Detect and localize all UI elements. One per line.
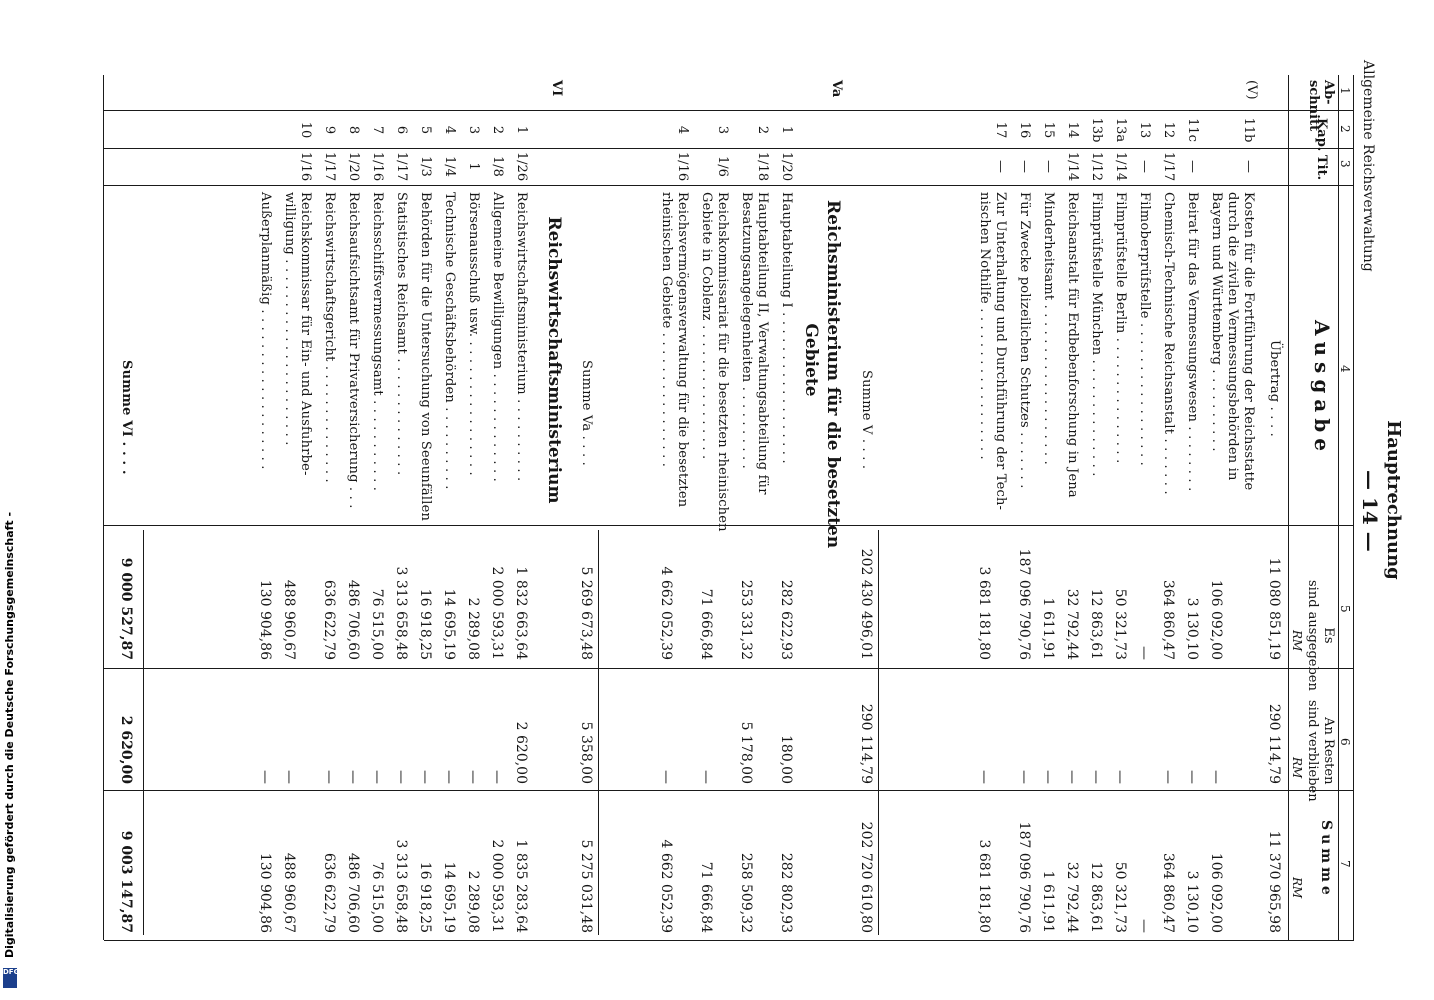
row-tit: 1/26: [514, 151, 529, 182]
rule-summe-va: [598, 530, 599, 935]
row-amount-total: 130 904,86: [257, 852, 273, 933]
row-kap: 13: [1137, 121, 1152, 139]
uebertrag-col7: 11 370 965,98: [1266, 830, 1282, 933]
row-amount-spent: 636 622,79: [321, 579, 337, 660]
page-number: — 14 —: [1358, 470, 1382, 552]
row-amount-spent: 1 611,91: [1040, 597, 1056, 660]
summe-v-col5: 202 430 496,01: [858, 548, 874, 660]
row-amount-total: 4 662 052,39: [658, 839, 674, 933]
row-amount-remaining: —: [658, 770, 674, 784]
row-description: Beirat für das Vermessungswesen . . . . . . . .: [1185, 192, 1200, 492]
header-abschnitt: Ab- schnitt: [1306, 80, 1336, 132]
row-amount-total: 2 289,08: [465, 870, 481, 933]
row-description: Hauptabteilung II, Verwaltungsabteilung für Besatzungsangelegenheiten . . . . . . . . . .: [739, 192, 770, 495]
row-amount-spent: 253 331,32: [738, 579, 754, 660]
rule-col2: [104, 148, 1354, 149]
row-description: Minderheitsamt . . . . . . . . . . . . . . . . . . .: [1041, 192, 1056, 465]
row-description: Börsenausschuß usw. . . . . . . . . . . . . . . . .: [466, 192, 481, 476]
row-kap: 3: [715, 125, 730, 135]
row-kap: 4: [675, 125, 690, 135]
row-description: Allgemeine Bewilligungen . . . . . . . . . . . . .: [490, 192, 505, 482]
row-amount-total: 187 096 790,76: [1016, 821, 1032, 933]
col-number: 5: [1338, 605, 1352, 613]
section-abschnitt: VI: [549, 80, 564, 97]
summe-v-col6: 290 114,79: [858, 703, 874, 784]
col-number: 1: [1338, 87, 1352, 95]
summe-vi-col5: 9 000 527,87: [118, 557, 134, 660]
row-description: Reichsschiffsvermessungsamt . . . . . . . . . . .: [370, 192, 385, 492]
row-amount-remaining: —: [1184, 770, 1200, 784]
row-description: Zur Unterhaltung und Durchführung der Tech- nischen Nothilfe . . . . . . . . . . . . . . . . . .: [977, 192, 1008, 511]
dfg-credit: Digitalisierung gefördert durch die Deutsche Forschungsgemeinschaft -: [3, 511, 16, 958]
row-amount-total: 488 960,67: [281, 852, 297, 933]
row-tit: 1/8: [490, 156, 505, 177]
row-tit: 1/12: [1089, 151, 1104, 182]
row-amount-remaining: —: [976, 770, 992, 784]
row-amount-remaining: —: [1088, 770, 1104, 784]
row-amount-remaining: —: [393, 770, 409, 784]
rule-col1: [104, 110, 1354, 111]
header-kap: Kap.: [1314, 118, 1329, 152]
section-va-heading: Reichsministerium für die besetzten Gebiete: [801, 200, 843, 549]
section-abschnitt: Va: [829, 80, 844, 98]
row-amount-spent: 50 321,73: [1112, 588, 1128, 660]
row-description: Technische Geschäftsbehörden . . . . . . . . . .: [442, 192, 457, 490]
row-amount-spent: 130 904,86: [257, 579, 273, 660]
summe-vi-col6: 2 620,00: [118, 715, 134, 784]
row-kap: 5: [418, 125, 433, 135]
uebertrag-col5: 11 080 851,19: [1266, 557, 1282, 660]
row-tit: 1/20: [346, 151, 361, 182]
row-kap: 14: [1065, 121, 1080, 139]
row-kap: 6: [394, 125, 409, 135]
row-amount-total: —: [1136, 919, 1152, 933]
row-description: Für Zwecke polizeilichen Schutzes . . . . . . .: [1017, 192, 1032, 489]
row-tit: 1/14: [1113, 151, 1128, 182]
row-amount-total: 106 092,00: [1208, 852, 1224, 933]
row-amount-remaining: —: [441, 770, 457, 784]
row-tit: 1/17: [394, 151, 409, 182]
row-tit: 1/16: [370, 151, 385, 182]
row-amount-spent: 32 792,44: [1064, 588, 1080, 660]
rule-header: [1288, 75, 1289, 940]
row-description: Reichsvermögensverwaltung für die besetzten rheinischen Gebiete . . . . . . . . . . . . . . . .: [659, 192, 690, 508]
row-amount-spent: 76 515,00: [369, 588, 385, 660]
row-amount-remaining: —: [281, 770, 297, 784]
row-tit: 1/3: [418, 156, 433, 177]
page-title: Hauptrechnung: [1383, 420, 1404, 580]
row-tit: 1/16: [298, 151, 313, 182]
summe-v-label: Summe V . . . .: [859, 370, 874, 470]
summe-va-col7: 5 275 031,48: [578, 839, 594, 933]
rule-numbers: [1338, 75, 1339, 940]
row-description: Reichsanstalt für Erdbebenforschung in Jena: [1065, 192, 1080, 498]
row-amount-spent: 2 000 593,31: [489, 566, 505, 660]
dfg-logo-text: DFG: [3, 968, 20, 976]
row-kap: 12: [1161, 121, 1176, 139]
unit-col6: RM: [1290, 757, 1304, 779]
row-tit: —: [1241, 160, 1256, 173]
row-tit: 1/6: [715, 156, 730, 177]
rule-summe-vi: [143, 530, 144, 935]
row-tit: 1/14: [1065, 151, 1080, 182]
summe-vi-col7: 9 003 147,87: [118, 830, 134, 933]
header-col7: Summe: [1318, 820, 1334, 899]
row-amount-remaining: —: [417, 770, 433, 784]
col-number: 3: [1338, 160, 1352, 168]
row-amount-spent: 1 832 663,64: [513, 566, 529, 660]
header-col5: Es sind ausgegeben: [1305, 580, 1336, 691]
row-kap: 2: [490, 125, 505, 135]
col-number: 7: [1338, 860, 1352, 868]
row-description: Reichswirtschaftsgericht . . . . . . . . . . . . . .: [322, 192, 337, 483]
row-amount-spent: 12 863,61: [1088, 588, 1104, 660]
row-description: Statistisches Reichsamt . . . . . . . . . . . . . .: [394, 192, 409, 476]
row-description: Behörden für die Untersuchung von Seeunfällen: [418, 192, 433, 522]
row-kap: 7: [370, 125, 385, 135]
rule-col7: [104, 940, 1354, 941]
summe-v-col7: 202 720 610,80: [858, 821, 874, 933]
row-amount-spent: 3 681 181,80: [976, 566, 992, 660]
col-number: 2: [1338, 125, 1352, 133]
row-kap: 13a: [1113, 117, 1128, 143]
row-amount-total: 16 918,25: [417, 861, 433, 933]
row-amount-total: 486 706,60: [345, 852, 361, 933]
row-tit: 1/17: [322, 151, 337, 182]
row-description: Reichskommissar für Ein- und Ausfuhrbe- willigung . . . . . . . . . . . . . . . . . . . . . .: [282, 192, 313, 476]
summe-va-col5: 5 269 673,48: [578, 566, 594, 660]
header-col6: An Resten sind verblieben: [1305, 700, 1336, 802]
row-description: Filmoberprüfstelle . . . . . . . . . . . . . . . . .: [1137, 192, 1152, 466]
row-amount-remaining: —: [1160, 770, 1176, 784]
row-tit: —: [1017, 160, 1032, 173]
summe-vi-label: Summe VI . . . .: [119, 360, 134, 475]
rule-col5: [104, 668, 1354, 669]
row-tit: 1: [466, 162, 481, 171]
row-amount-remaining: 5 178,00: [738, 721, 754, 784]
row-amount-total: 50 321,73: [1112, 861, 1128, 933]
row-kap: 11b: [1241, 117, 1256, 143]
row-amount-spent: 4 662 052,39: [658, 566, 674, 660]
summe-va-col6: 5 358,00: [578, 721, 594, 784]
row-amount-spent: 187 096 790,76: [1016, 548, 1032, 660]
row-tit: 1/4: [442, 156, 457, 177]
dfg-sidebar: [2, 0, 18, 1000]
row-amount-total: 636 622,79: [321, 852, 337, 933]
row-tit: 1/18: [755, 151, 770, 182]
row-tit: 1/16: [675, 151, 690, 182]
section-vi-heading: Reichswirtschaftsministerium: [544, 216, 564, 504]
rule-col6: [104, 790, 1354, 791]
row-amount-spent: 3 313 658,48: [393, 566, 409, 660]
row-amount-total: 12 863,61: [1088, 861, 1104, 933]
row-amount-spent: 16 918,25: [417, 588, 433, 660]
row-amount-remaining: —: [345, 770, 361, 784]
row-tit: —: [1137, 160, 1152, 173]
row-amount-remaining: —: [1208, 770, 1224, 784]
row-amount-remaining: —: [369, 770, 385, 784]
row-description: Außerplanmäßig . . . . . . . . . . . . . . . . . . .: [258, 192, 273, 470]
row-amount-spent: 486 706,60: [345, 579, 361, 660]
col-number: 4: [1338, 365, 1352, 373]
rule-col3: [104, 185, 1354, 186]
row-kap: 8: [346, 125, 361, 135]
row-tit: 1/20: [779, 151, 794, 182]
row-amount-spent: 3 130,10: [1184, 597, 1200, 660]
row-amount-remaining: —: [1112, 770, 1128, 784]
row-description: Reichsaufsichtsamt für Privatversicherung . . .: [346, 192, 361, 509]
rule-summe-v: [878, 530, 879, 935]
row-amount-total: 3 130,10: [1184, 870, 1200, 933]
row-kap: 9: [322, 125, 337, 135]
row-amount-total: 71 666,84: [698, 861, 714, 933]
row-amount-spent: 2 289,08: [465, 597, 481, 660]
uebertrag-col6: 290 114,79: [1266, 703, 1282, 784]
row-description: Chemisch-Technische Reichsanstalt . . . . . . .: [1161, 192, 1176, 495]
row-amount-remaining: —: [698, 770, 714, 784]
row-kap: 4: [442, 125, 457, 135]
dfg-logo: [3, 968, 20, 988]
row-amount-total: 76 515,00: [369, 861, 385, 933]
row-amount-remaining: —: [465, 770, 481, 784]
row-description: Filmprüfstelle München . . . . . . . . . . . . . .: [1089, 192, 1104, 477]
header-tit: Tit.: [1314, 155, 1329, 181]
row-kap: 1: [514, 125, 529, 135]
row-tit: —: [993, 160, 1008, 173]
row-kap: 15: [1041, 121, 1056, 139]
row-amount-total: 258 509,32: [738, 852, 754, 933]
row-amount-remaining: 180,00: [778, 735, 794, 784]
row-kap: 17: [993, 121, 1008, 139]
row-amount-remaining: —: [489, 770, 505, 784]
row-amount-remaining: —: [1016, 770, 1032, 784]
row-kap: 2: [755, 125, 770, 135]
row-amount-remaining: —: [1040, 770, 1056, 784]
row-description: Filmprüfstelle Berlin . . . . . . . . . . . . . . .: [1113, 192, 1128, 464]
uebertrag-label: Übertrag . . . .: [1267, 340, 1282, 437]
row-amount-total: 364 860,47: [1160, 852, 1176, 933]
row-tit: —: [1041, 160, 1056, 173]
row-amount-remaining: —: [257, 770, 273, 784]
page-subtitle: Allgemeine Reichsverwaltung: [1360, 60, 1376, 272]
rule-top: [1353, 75, 1354, 940]
row-amount-spent: 14 695,19: [441, 588, 457, 660]
row-amount-total: 1 835 283,64: [513, 839, 529, 933]
unit-col5: RM: [1290, 630, 1304, 652]
row-amount-spent: 282 622,93: [778, 579, 794, 660]
row-amount-total: 282 802,93: [778, 852, 794, 933]
section-abschnitt: (V): [1244, 80, 1259, 100]
rule-bottom: [103, 75, 104, 940]
row-amount-spent: —: [1136, 646, 1152, 660]
row-kap: 11c: [1185, 118, 1200, 142]
row-description: Reichswirtschaftsministerium . . . . . . . . . .: [514, 192, 529, 482]
unit-col7: RM: [1290, 877, 1304, 899]
header-ausgabe: Ausgabe: [1310, 320, 1334, 457]
row-kap: 10: [298, 121, 313, 139]
row-amount-spent: 488 960,67: [281, 579, 297, 660]
row-description: Kosten für die Fortführung der Reichsstatte durch die zivilen Vermessungsbehörden in Bayern und Württemberg . . . . . . . . . .: [1209, 192, 1256, 491]
row-kap: 3: [466, 125, 481, 135]
summe-va-label: Summe Va . . . .: [579, 360, 594, 466]
row-amount-total: 14 695,19: [441, 861, 457, 933]
row-tit: 1/17: [1161, 151, 1176, 182]
row-amount-total: 2 000 593,31: [489, 839, 505, 933]
row-kap: 16: [1017, 121, 1032, 139]
row-amount-remaining: —: [1064, 770, 1080, 784]
col-number: 6: [1338, 738, 1352, 746]
row-amount-spent: 106 092,00: [1208, 579, 1224, 660]
row-tit: —: [1185, 160, 1200, 173]
row-description: Hauptabteilung I . . . . . . . . . . . . . . . . . .: [779, 192, 794, 464]
row-description: Reichskommissariat für die besetzten rheinischen Gebiete in Coblenz . . . . . . . . . . . . . . . .: [699, 192, 730, 532]
row-amount-total: 3 313 658,48: [393, 839, 409, 933]
row-amount-spent: 364 860,47: [1160, 579, 1176, 660]
row-kap: 13b: [1089, 117, 1104, 143]
row-amount-total: 3 681 181,80: [976, 839, 992, 933]
row-amount-total: 32 792,44: [1064, 861, 1080, 933]
row-amount-spent: 71 666,84: [698, 588, 714, 660]
row-amount-remaining: 2 620,00: [513, 721, 529, 784]
row-amount-total: 1 611,91: [1040, 870, 1056, 933]
row-kap: 1: [779, 125, 794, 135]
row-amount-remaining: —: [321, 770, 337, 784]
